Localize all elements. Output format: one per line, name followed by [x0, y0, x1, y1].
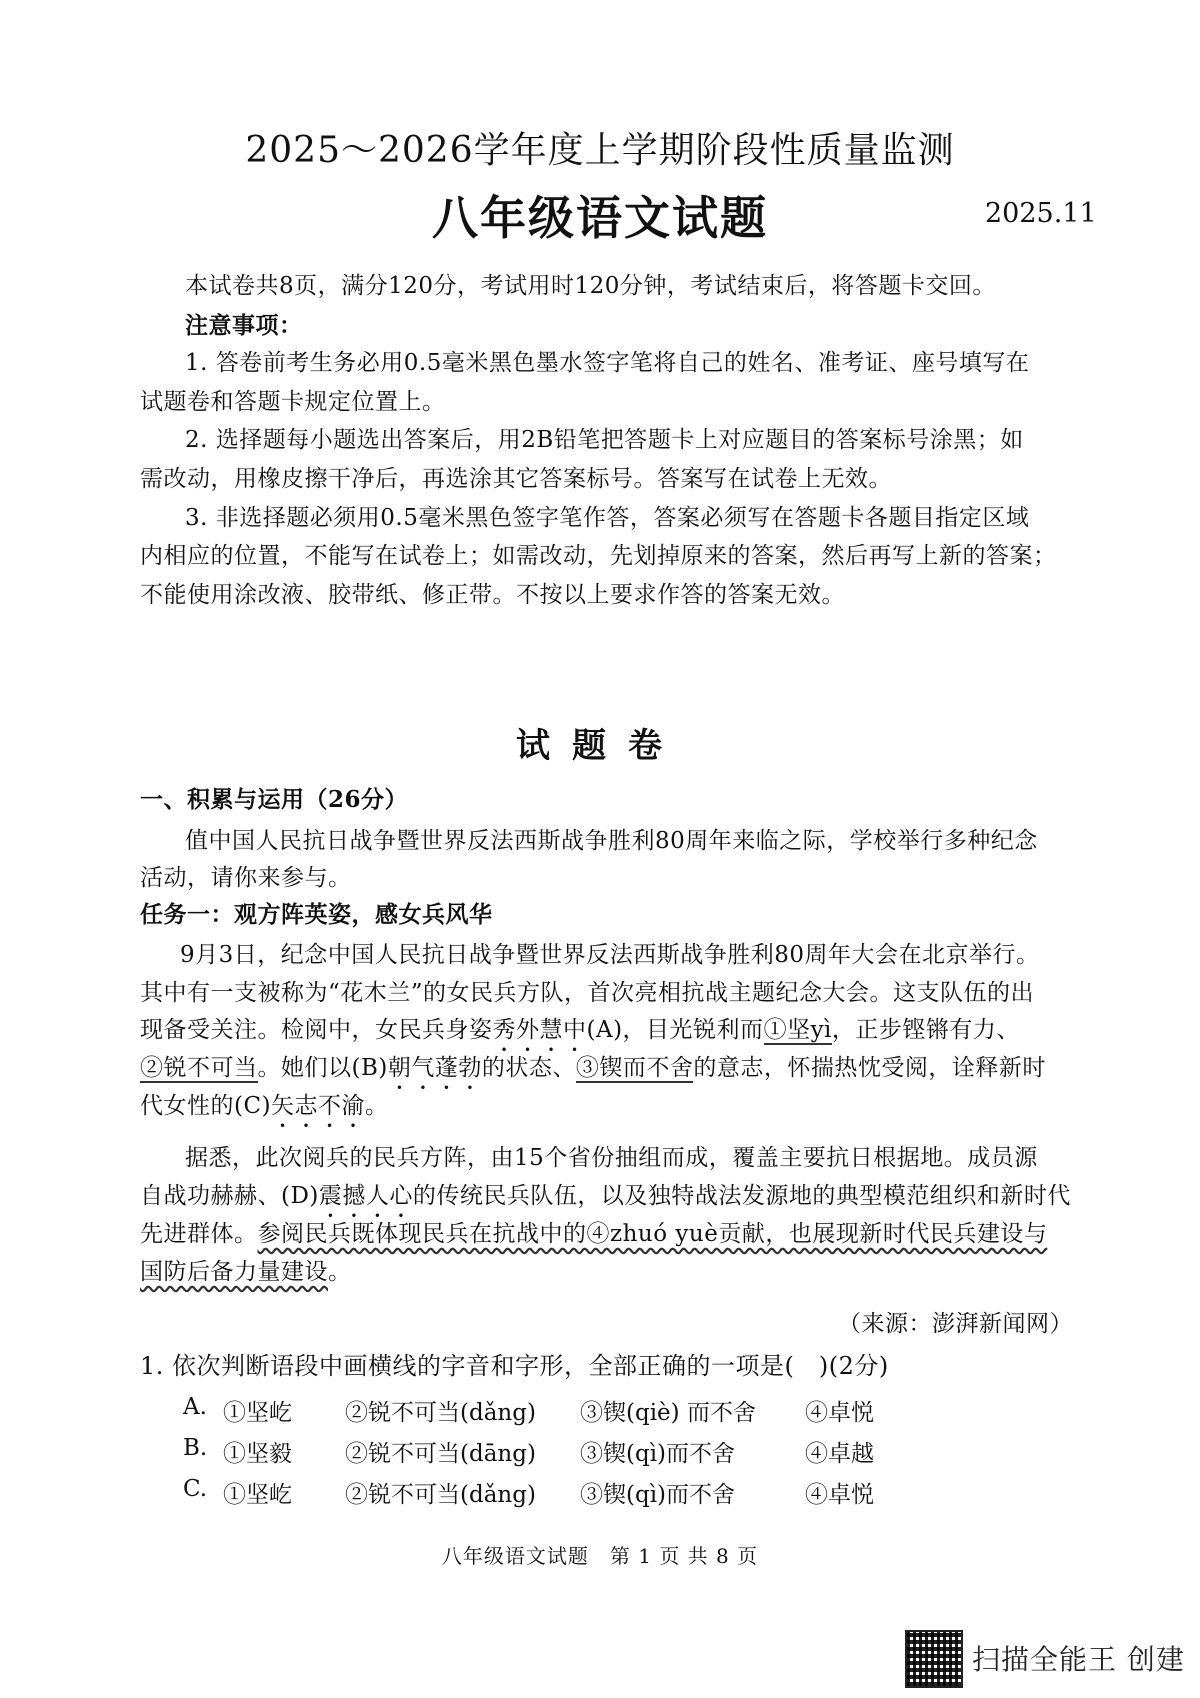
section-title: 试题卷: [516, 726, 684, 766]
notice-item3-line3: 不能使用涂改液、胶带纸、修正带。不按以上要求作答的答案无效。: [140, 582, 845, 608]
scanner-brand: 扫描全能王 创建: [972, 1643, 1185, 1676]
passage-segment: 。: [365, 1093, 389, 1119]
exam-title-line1: 2025～2026学年度上学期阶段性质量监测: [245, 130, 955, 171]
task1-heading: 任务一：观方阵英姿，感女兵风华: [140, 901, 493, 928]
passage-segment: (A)，目光锐利而: [586, 1017, 764, 1043]
option-choice: ③锲(qiè) 而不舍: [580, 1400, 756, 1426]
qr-code-icon: [905, 1630, 963, 1688]
part1-intro-line1: 值中国人民抗日战争暨世界反法西斯战争胜利80周年来临之际，学校举行多种纪念: [185, 828, 1038, 854]
option-label: B.: [183, 1435, 208, 1461]
passage-segment: 的传统民兵队伍，以及独特战法发源地的典型模范组织和新时代: [412, 1183, 1071, 1209]
dotted-phrase-a: 秀外慧中: [492, 1017, 587, 1043]
underlined-item-2: ②锐不可当: [140, 1055, 258, 1081]
underlined-item-3: ③锲而不舍: [575, 1055, 694, 1081]
notice-item2-line1: 2. 选择题每小题选出答案后，用2B铅笔把答题卡上对应题目的答案标号涂黑；如: [185, 427, 1024, 453]
notice-item1-line1: 1. 答卷前考生务必用0.5毫米黑色墨水签字笔将自己的姓名、准考证、座号填写在: [185, 350, 1030, 376]
dotted-phrase-c: 矢志不渝: [271, 1093, 366, 1119]
passage-segment: 自战功赫赫、(D): [140, 1183, 319, 1209]
option-choice: ④卓悦: [805, 1400, 874, 1426]
passage-segment: 的意志，怀揣热忱受阅，诠释新时: [693, 1055, 1046, 1081]
option-choice: ③锲(qì)而不舍: [580, 1441, 736, 1467]
option-choice: ①坚毅: [223, 1441, 292, 1467]
intro-text: 本试卷共8页，满分120分，考试用时120分钟，考试结束后，将答题卡交回。: [185, 273, 996, 299]
passage-segment: 。: [328, 1259, 352, 1285]
option-choice: ④卓悦: [805, 1482, 874, 1508]
option-choice: ①坚屹: [223, 1400, 292, 1426]
passage-line: 其中有一支被称为“花木兰”的女民兵方队，首次亮相抗战主题纪念大会。这支队伍的出: [140, 980, 1035, 1006]
underlined-item-1: ①坚yì: [763, 1017, 832, 1043]
exam-date: 2025.11: [985, 198, 1097, 229]
dotted-phrase-d: 震撼人心: [318, 1183, 413, 1209]
notice-heading: 注意事项：: [185, 312, 303, 339]
option-label: A.: [183, 1394, 207, 1420]
wavy-underlined-sentence-end: 国防后备力量建设: [140, 1259, 328, 1285]
passage-line: 9月3日，纪念中国人民抗日战争暨世界反法西斯战争胜利80周年大会在北京举行。: [180, 942, 1040, 968]
exam-title-line2: 八年级语文试题: [432, 191, 768, 245]
passage-source: （来源：澎湃新闻网）: [838, 1311, 1073, 1337]
question1-stem: 1. 依次判断语段中画横线的字音和字形，全部正确的一项是( )(2分): [140, 1352, 889, 1380]
notice-item1-line2: 试题卷和答题卡规定位置上。: [140, 389, 446, 415]
option-choice: ②锐不可当(dāng): [345, 1441, 536, 1467]
part1-heading: 一、积累与运用（26分）: [140, 786, 409, 813]
page-footer: 八年级语文试题 第 1 页 共 8 页: [441, 1544, 759, 1568]
notice-item3-line1: 3. 非选择题必须用0.5毫米黑色签字笔作答，答案必须写在答题卡各题目指定区域: [185, 505, 1030, 531]
passage-segment: 的状态、: [481, 1055, 576, 1081]
option-choice: ④卓越: [805, 1441, 874, 1467]
wavy-underlined-sentence: 参阅民兵既体现民兵在抗战中的④zhuó yuè贡献，也展现新时代民兵建设与: [257, 1221, 1048, 1247]
passage-segment: 先进群体。: [140, 1221, 258, 1247]
option-label: C.: [183, 1476, 208, 1502]
option-choice: ③锲(qì)而不舍: [580, 1482, 736, 1508]
passage-line: [140, 1216, 1047, 1252]
notice-item2-line2: 需改动，用橡皮擦干净后，再选涂其它答案标号。答案写在试卷上无效。: [140, 466, 892, 492]
passage-segment: 代女性的(C): [140, 1093, 272, 1119]
dotted-phrase-b: 朝气蓬勃: [387, 1055, 482, 1081]
option-choice: ②锐不可当(dǎng): [345, 1482, 536, 1508]
passage-line: 据悉，此次阅兵的民兵方阵，由15个省份抽组而成，覆盖主要抗日根据地。成员源: [185, 1145, 1038, 1171]
notice-item3-line2: 内相应的位置，不能写在试卷上；如需改动，先划掉原来的答案，然后再写上新的答案；: [140, 543, 1057, 569]
passage-segment: 。她们以(B): [257, 1055, 388, 1081]
passage-line: [140, 1254, 352, 1290]
option-choice: ②锐不可当(dǎng): [345, 1400, 536, 1426]
passage-line: [140, 1088, 389, 1133]
part1-intro-line2: 活动，请你来参与。: [140, 865, 352, 891]
passage-segment: 现备受关注。检阅中，女民兵身姿: [140, 1017, 493, 1043]
option-choice: ①坚屹: [223, 1482, 292, 1508]
passage-segment: ，正步铿锵有力、: [831, 1017, 1020, 1043]
